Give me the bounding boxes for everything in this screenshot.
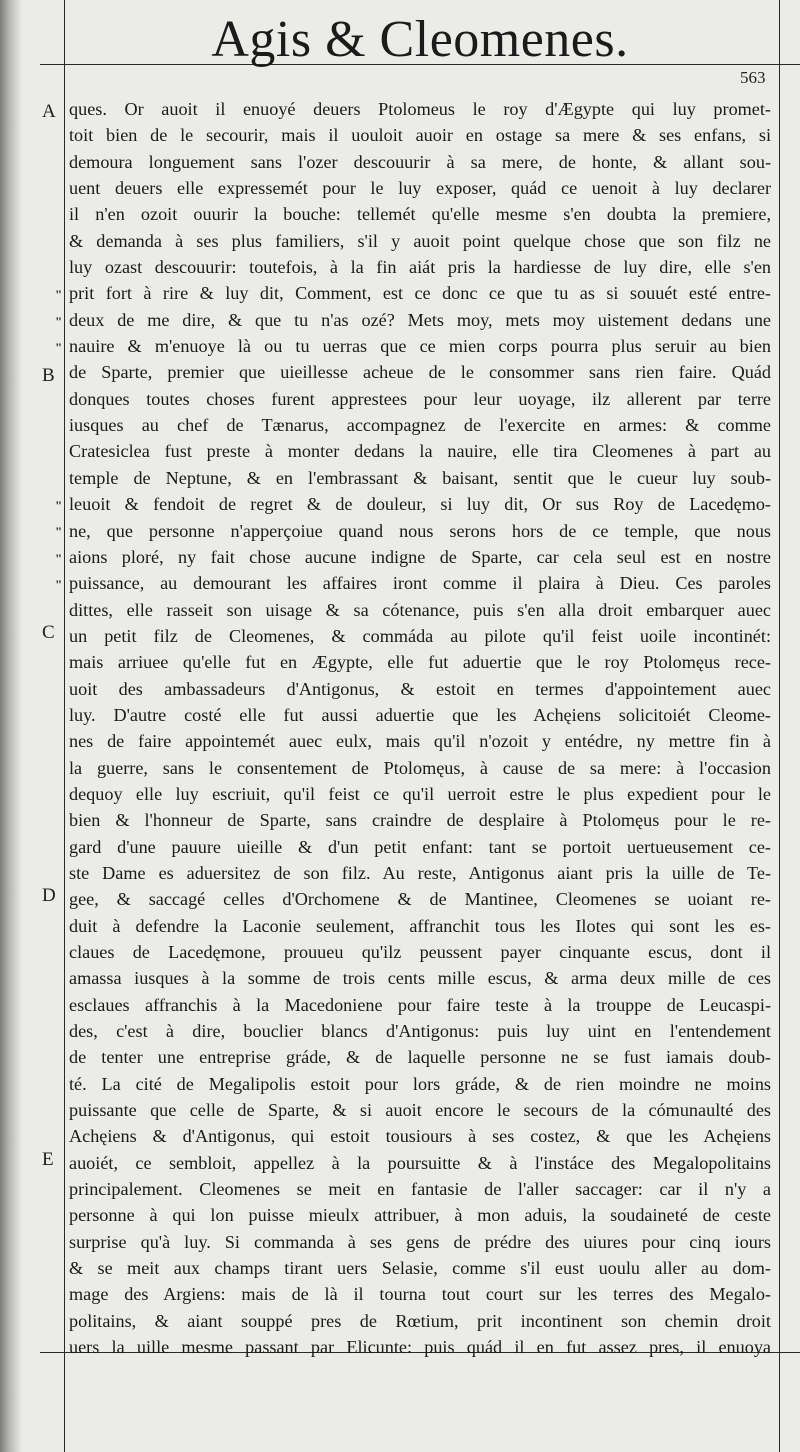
margin-letter-a: A	[42, 101, 56, 122]
text-line: surprise qu'à luy. Si commanda à ses gens de prédre des uiures pour cinq iours	[69, 1231, 771, 1252]
text-line: esclaues affranchis à la Macedoniene pour faire teste à la trouppe de Leucaspi-	[69, 994, 771, 1015]
text-line: claues de Lacedęmone, prouueu qu'ilz peussent payer cinquante escus, dont il	[69, 942, 771, 962]
text-line: il n'en ozoit ouurir la bouche: tellemét qu'elle mesme s'en doubta la premiere,	[69, 204, 771, 225]
text-line: aions ploré, ny fait chose aucune indigne de Sparte, car cela seul est en nostre	[69, 546, 771, 567]
text-line: dequoy elle luy escriuit, qu'il feist ce qu'il uerroit estre le plus expedient pour le	[69, 783, 771, 804]
text-line: deux de me dire, & que tu n'as ozé? Mets moy, mets moy uistement dedans une	[69, 309, 771, 330]
text-line: de Sparte, premier que uieillesse acheue de le consommer sans rien faire. Quád	[69, 362, 771, 383]
text-line: uoit des ambassadeurs d'Antigonus, & estoit en termes d'appointement auec	[69, 678, 771, 699]
page-number: 563	[740, 68, 766, 87]
text-line: luy. D'autre costé elle fut aussi aduertie que les Achęiens solicitoiét Cleome-	[69, 704, 771, 725]
binding-shadow	[0, 0, 22, 1452]
text-line: nes de faire appointemét auec eulx, mais qu'il n'ozoit y entédre, ny mettre fin à	[69, 731, 771, 752]
margin-letter-e: E	[42, 1149, 54, 1170]
text-line: des, c'est à dire, bouclier blancs d'Antigonus: puis luy uint en l'entendement	[69, 1021, 771, 1042]
text-line: auoiét, ce sembloit, appellez à la poursuitte & à l'instáce des Megalopolitains	[69, 1152, 771, 1173]
text-line: ques. Or auoit il enuoyé deuers Ptolomeus le roy d'Ægypte qui luy promet-	[69, 99, 771, 119]
text-line: bien & l'honneur de Sparte, sans craindre de desplaire à Ptolomęus pour le re-	[69, 810, 771, 831]
text-line: principalement. Cleomenes se meit en fantasie de l'aller saccager: car il n'y a	[69, 1179, 771, 1200]
text-line: toit bien de le secourir, mais il uouloit auoir en ostage sa mere & ses enfans, si	[69, 125, 771, 146]
text-line: Cratesiclea fust preste à monter dedans la nauire, elle tira Cleomenes à part au	[69, 441, 771, 462]
body-text	[69, 96, 771, 1361]
text-line: mage des Argiens: mais de là il tourna tout court sur les terres des Megalo-	[69, 1284, 771, 1305]
margin-letter-c: C	[42, 622, 55, 643]
text-line: Achęiens & d'Antigonus, qui estoit tousiours à ses costez, & que les Achęiens	[69, 1126, 771, 1147]
text-line: puissance, au demourant les affaires iront comme il plaira à Dieu. Ces paroles	[69, 573, 771, 594]
text-line: & se meit aux champs tirant uers Selasie, comme s'il eust uoulu aller au dom-	[69, 1258, 771, 1279]
quote-mark: "	[55, 314, 63, 329]
text-line: un petit filz de Cleomenes, & commáda au pilote qu'il feist uoile incontinét:	[69, 625, 771, 646]
left-margin-rule	[64, 0, 65, 1452]
text-line: luy ozast descouurir: toutefois, à la fin aiát pris la hardiesse de luy dire, elle s'en	[69, 257, 771, 278]
text-line: temple de Neptune, & en l'embrassant & baisant, sentit que le cueur luy soub-	[69, 467, 771, 488]
quote-mark: "	[55, 577, 63, 592]
margin-letter-b: B	[42, 365, 55, 386]
text-line: puissante que celle de Sparte, & si auoit encore le secours de la cómunaulté des	[69, 1100, 771, 1121]
text-line: duit à defendre la Laconie seulement, affranchit tous les Ilotes qui sont les es-	[69, 915, 771, 936]
running-title: Agis & Cleomenes.	[211, 11, 629, 68]
text-line: leuoit & fendoit de regret & de douleur, si luy dit, Or sus Roy de Lacedęmo-	[69, 494, 771, 515]
text-line: la guerre, sans le consentement de Ptolomęus, à cause de sa mere: à l'occasion	[69, 757, 771, 778]
text-line: personne à qui lon puisse mieulx attribuer, à mon aduis, la soudaineté de ceste	[69, 1205, 771, 1226]
quote-mark: "	[55, 340, 63, 355]
right-margin-rule	[779, 0, 780, 1452]
text-line: de tenter une entreprise gráde, & de laquelle personne ne se fust iamais doub-	[69, 1047, 771, 1068]
margin-letter-d: D	[42, 885, 56, 906]
text-line: donques toutes choses furent apprestees pour leur uoyage, ilz allerent par terre	[69, 388, 771, 409]
text-line: nauire & m'enuoye là ou tu uerras que ce mien corps pourra plus seruir au bien	[69, 336, 771, 357]
text-line: té. La cité de Megalipolis estoit pour lors gráde, & de rien moindre ne moins	[69, 1073, 771, 1094]
quote-mark: "	[55, 551, 63, 566]
quote-mark: "	[55, 524, 63, 539]
text-line: gard d'une pauure uieille & d'un petit enfant: tant se portoit uertueusement ce-	[69, 836, 771, 857]
quote-mark: "	[55, 498, 63, 513]
text-line: politains, & aiant souppé pres de Rœtium, prit incontinent son chemin droit	[69, 1310, 771, 1331]
text-line: gee, & saccagé celles d'Orchomene & de Mantinee, Cleomenes se uoiant re-	[69, 889, 771, 910]
text-line: uent deuers elle expressemét pour le luy exposer, quád ce uenoit à luy declarer	[69, 178, 771, 199]
text-line: ste Dame es aduersitez de son filz. Au reste, Antigonus aiant pris la uille de Te-	[69, 862, 771, 883]
text-line: mais arriuee qu'elle fut en Ægypte, elle fut aduertie que le roy Ptolomęus rece-	[69, 652, 771, 673]
text-line: demoura longuement sans l'ozer descouurir à sa mere, de honte, & allant sou-	[69, 151, 771, 172]
quote-mark: "	[55, 287, 63, 302]
text-line: ne, que personne n'apperçoiue quand nous serons hors de ce temple, que nous	[69, 520, 771, 541]
text-line: uers la uille mesme passant par Elicunte: puis quád il en fut assez pres, il enuoya	[69, 1337, 771, 1358]
text-line: dittes, elle rasseit son uisage & sa cótenance, puis s'en alla droit embarquer auec	[69, 599, 771, 620]
text-line: amassa iusques à la somme de trois cents mille escus, & arma deux mille de ces	[69, 968, 771, 989]
text-line: prit fort à rire & luy dit, Comment, est ce donc ce que tu as si souuét esté entre-	[69, 283, 771, 304]
text-line: & demanda à ses plus familiers, s'il y auoit point quelque chose que son filz ne	[69, 230, 771, 251]
text-line: iusques au chef de Tænarus, accompagnez de l'exercite en armes: & comme	[69, 415, 771, 436]
